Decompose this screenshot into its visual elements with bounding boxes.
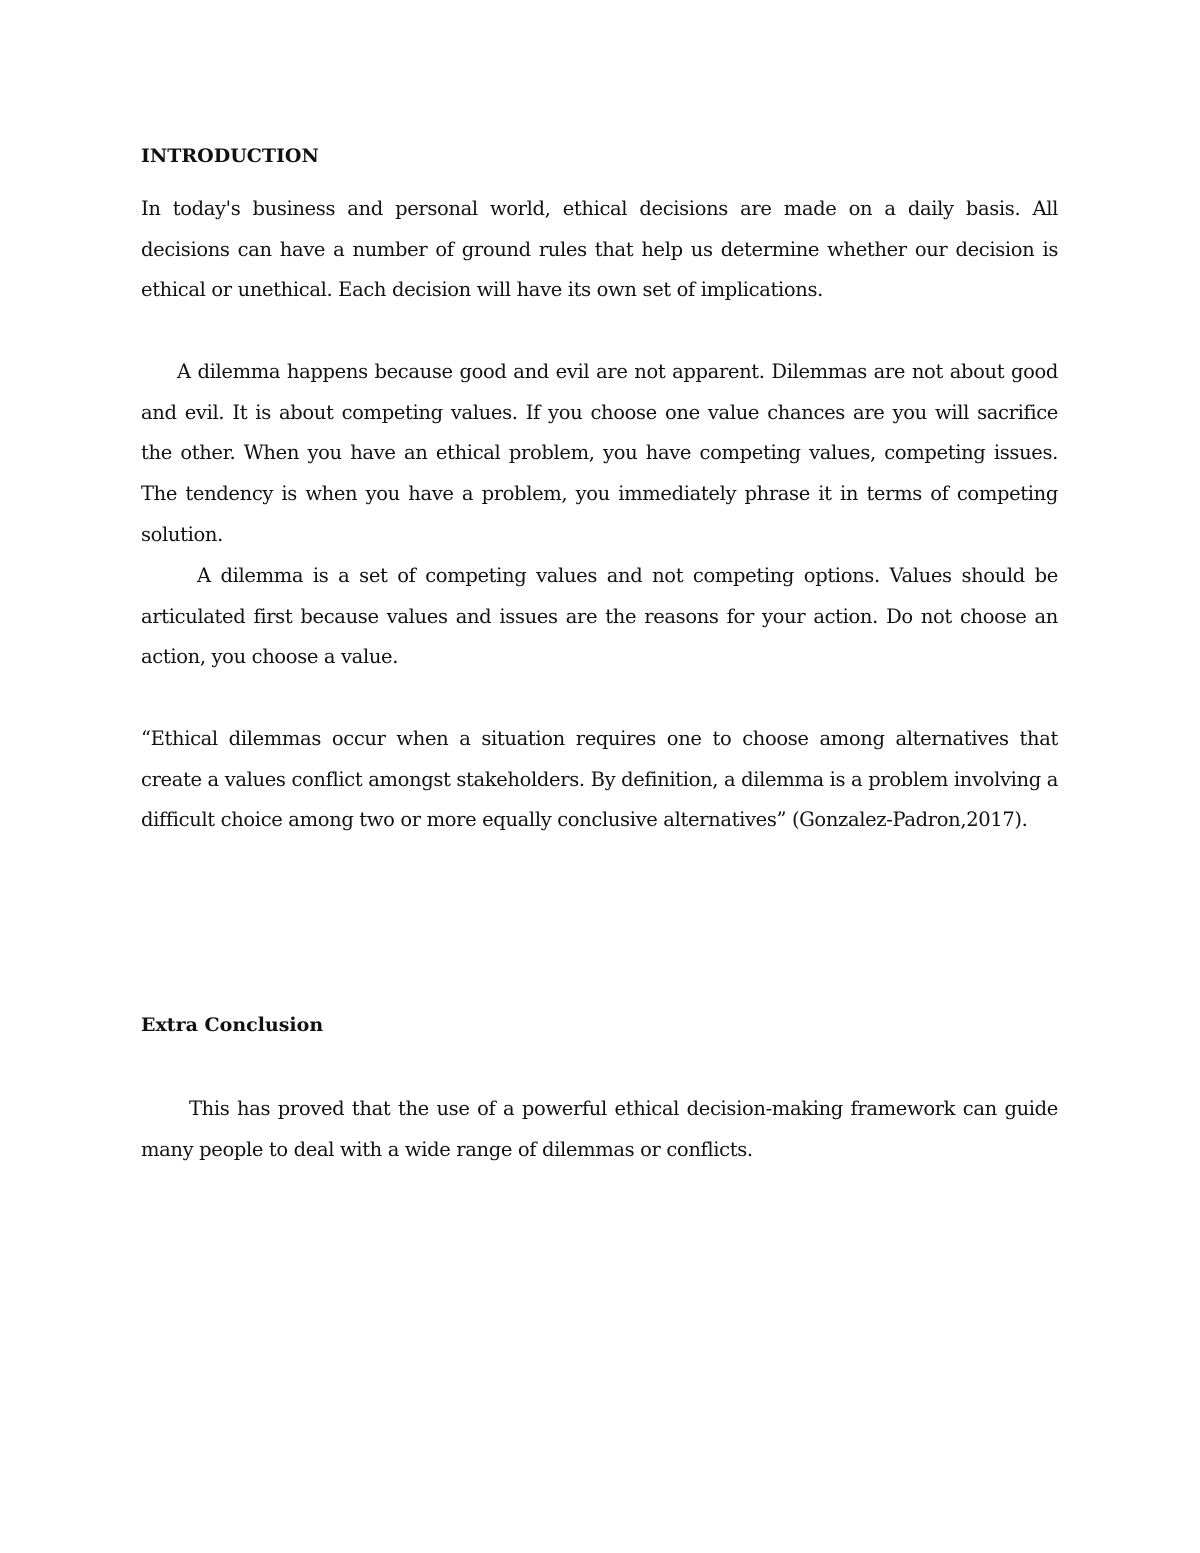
- conclusion-heading: Extra Conclusion: [141, 1014, 324, 1036]
- intro-paragraph-1: In today's business and personal world, ethical decisions are made on a daily basis. All decisions can have a number of ground rules that help us determine whether our decision is ethical or unethical. Each decision will have its own set of implications.: [141, 197, 1058, 302]
- intro-quote-paragraph: “Ethical dilemmas occur when a situation requires one to choose among alternatives that create a values conflict amongst stakeholders. By definition, a dilemma is a problem involving a difficult choice among two or more equally conclusive alternatives” (Gonzalez-Padron,2017).: [141, 727, 1058, 832]
- conclusion-paragraph: This has proved that the use of a powerful ethical decision-making framework can guide many people to deal with a wide range of dilemmas or conflicts.: [141, 1097, 1058, 1161]
- introduction-heading: INTRODUCTION: [141, 145, 319, 167]
- intro-paragraph-2: A dilemma happens because good and evil are not apparent. Dilemmas are not about good and evil. It is about competing values. If you choose one value chances are you will sacrifice the other. When you have an ethical problem, you have competing values, competing issues. The tendency is when you have a problem, you immediately phrase it in terms of competing solution.: [141, 360, 1058, 546]
- intro-paragraph-3: A dilemma is a set of competing values and not competing options. Values should be articulated first because values and issues are the reasons for your action. Do not choose an action, you choose a value.: [141, 564, 1058, 669]
